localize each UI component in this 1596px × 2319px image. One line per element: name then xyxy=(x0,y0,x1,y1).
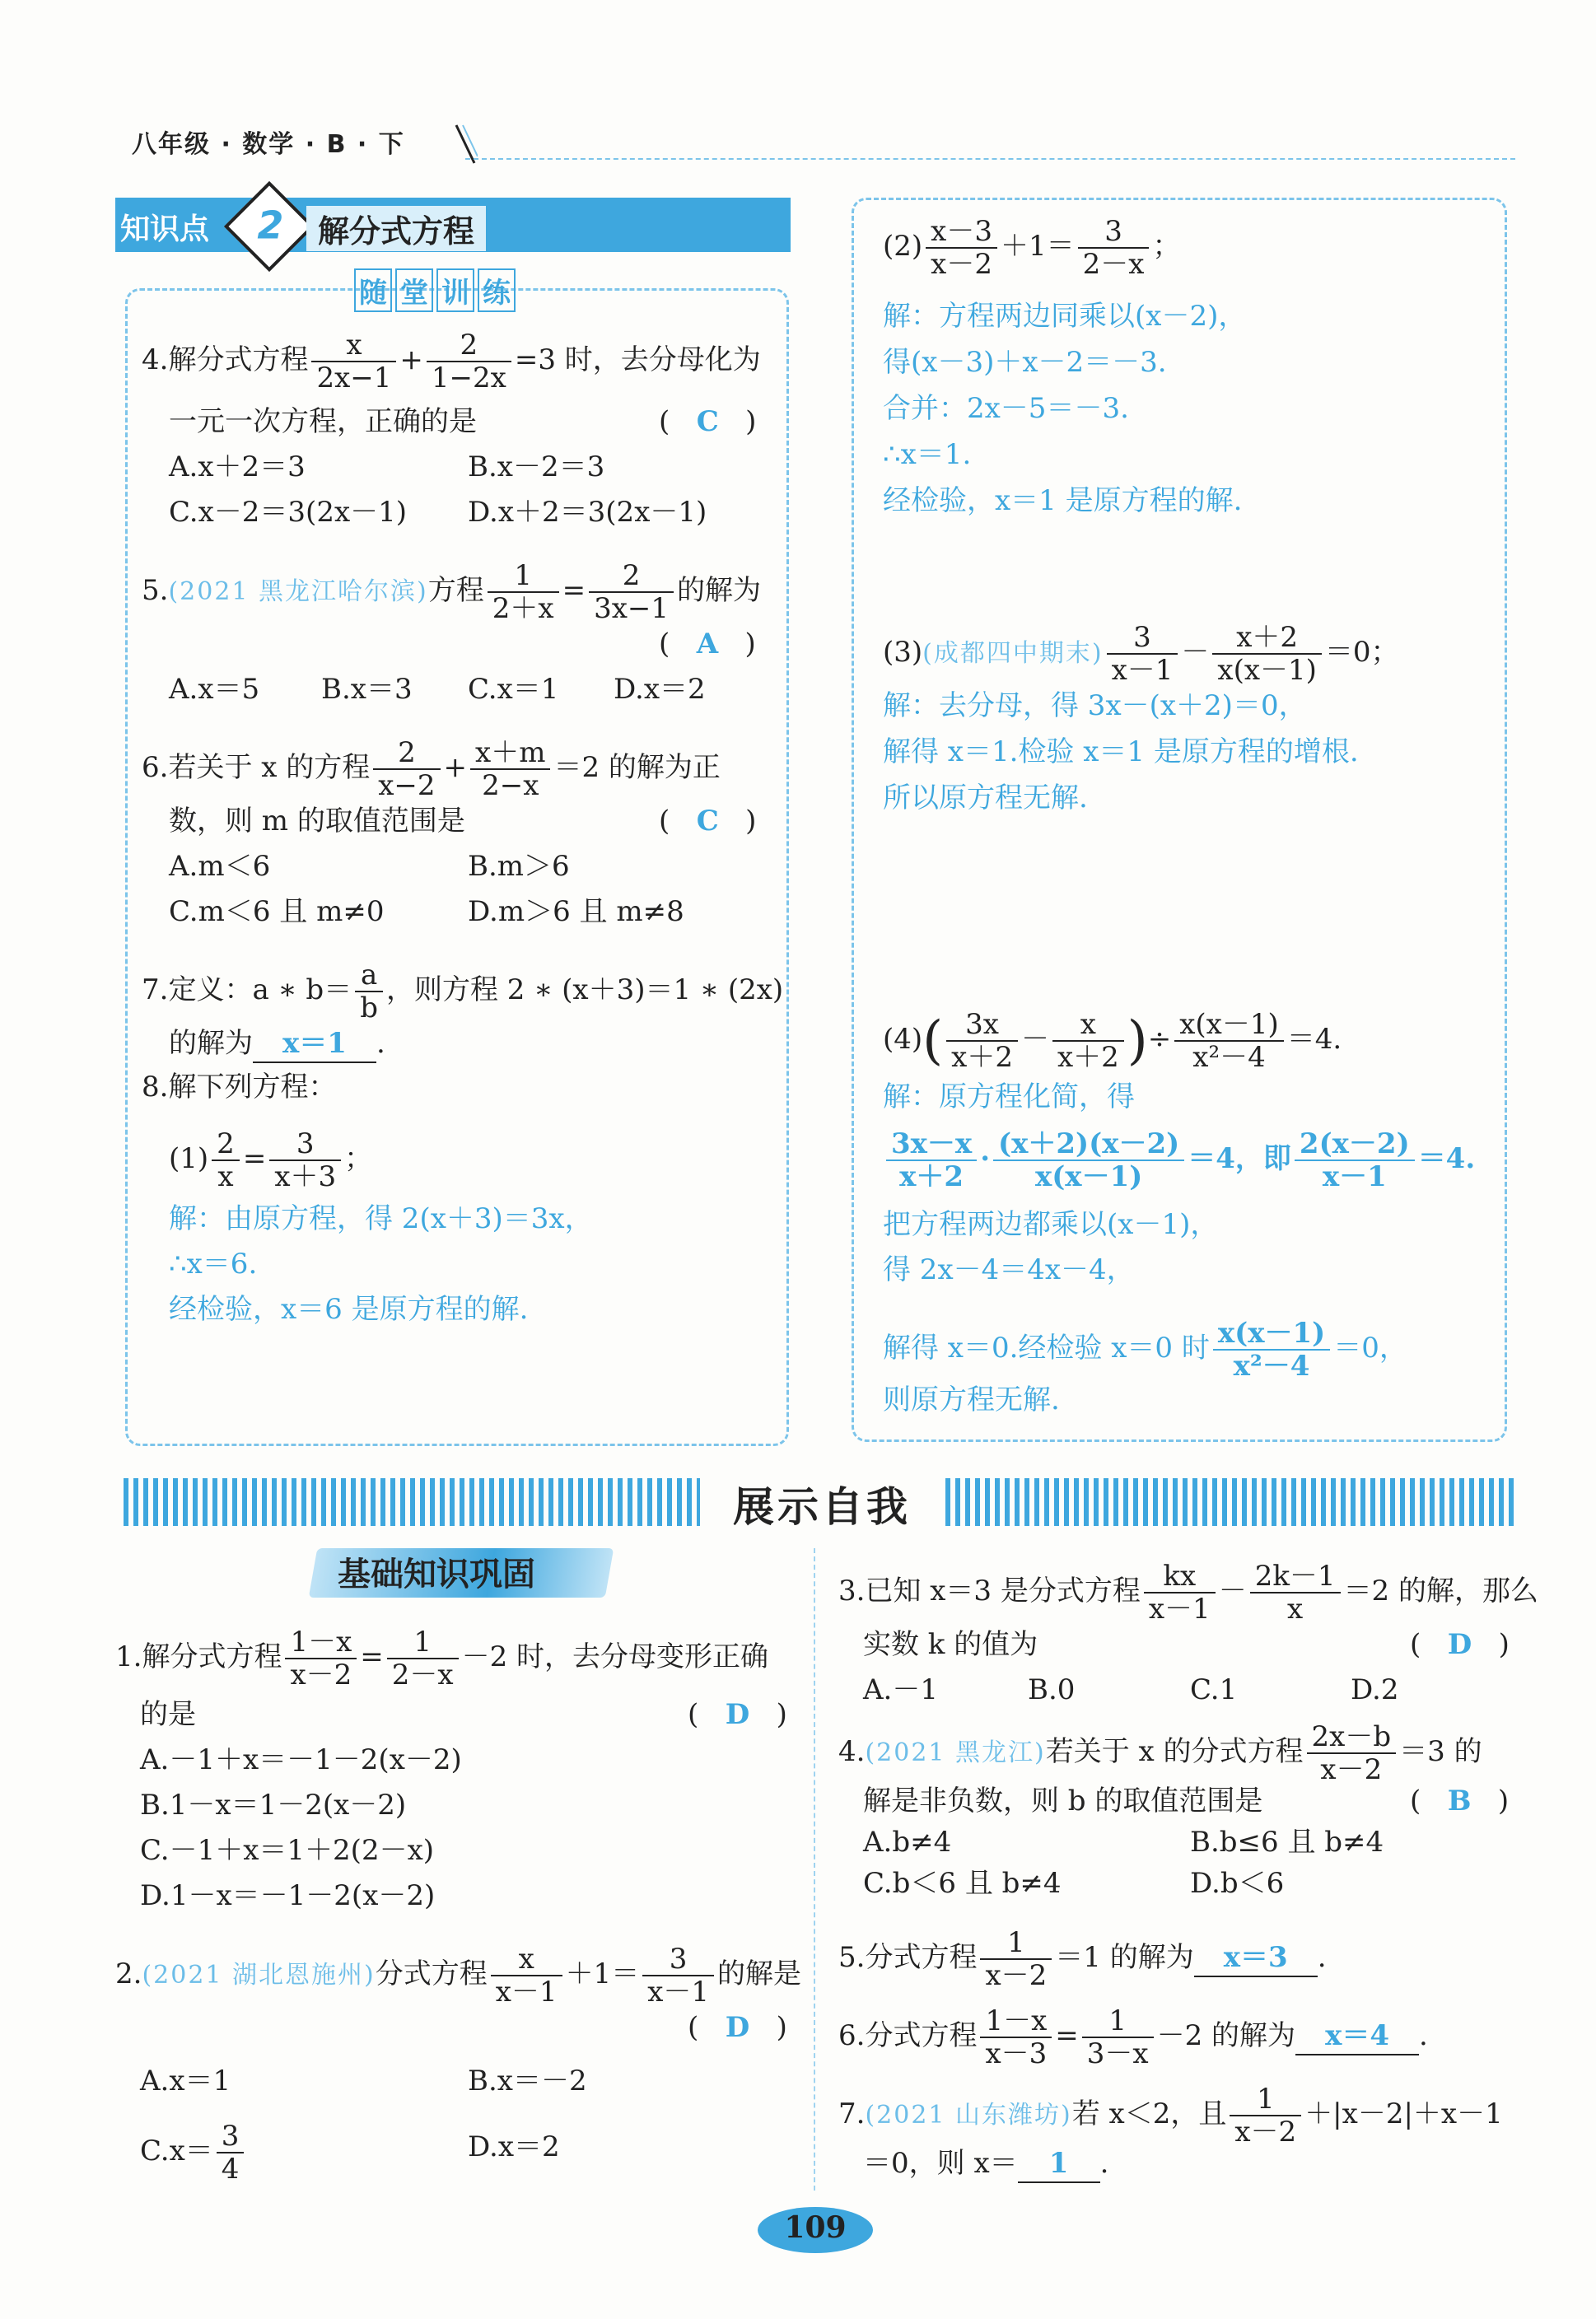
q6-f1-den: x−2 xyxy=(378,769,436,802)
b7-mid: 若 x＜2，且 xyxy=(1071,2097,1227,2130)
b1-f2-den: 2－x xyxy=(391,1659,454,1691)
knowledge-point-number: 2 xyxy=(257,203,284,248)
show-banner-right-stripes xyxy=(945,1478,1515,1526)
q8-p4-f3-num: x(x－1) xyxy=(1174,1009,1284,1042)
q8-p4-sol-fraction-b xyxy=(993,1128,1184,1192)
q4-f1-den: 2x−1 xyxy=(316,362,392,394)
q8-p3-f1-den: x－1 xyxy=(1111,654,1174,687)
b1-option-b: B.1－x＝1－2(x－2) xyxy=(140,1789,407,1822)
q5-fraction-2 xyxy=(589,560,674,624)
q8-p4-solution-line-5 xyxy=(883,1318,1407,1382)
q8-p2-solution-line: ∴x＝1. xyxy=(883,438,972,471)
knowledge-point-number-badge xyxy=(224,181,315,272)
q5-f2-den: 3x−1 xyxy=(594,592,669,625)
q8-p3-minus: － xyxy=(1181,636,1210,669)
q4-fraction-2 xyxy=(427,329,511,394)
q8-p3-end: ＝0； xyxy=(1324,636,1399,669)
b2-f1-num: x xyxy=(491,1943,562,1976)
q7-f-num: a xyxy=(355,959,383,992)
q5-answer: A xyxy=(696,628,719,660)
q8-p4-f3-den: x²－4 xyxy=(1192,1041,1266,1074)
q5-option-a: A.x＝5 xyxy=(169,673,260,706)
column-divider xyxy=(814,1548,815,2191)
q6-fraction-1 xyxy=(373,737,440,801)
q8-p3-solution-line: 解：去分母，得 3x－(x＋2)＝0， xyxy=(883,689,1307,722)
b2-stem xyxy=(115,1943,801,2008)
q8-p1-eq: = xyxy=(242,1142,267,1175)
q8-p2-solution-line: 得(x－3)＋x－2＝－3. xyxy=(883,346,1167,379)
b7-answer-blank xyxy=(1018,2145,1100,2183)
q5-mid: 方程 xyxy=(427,574,484,607)
q8-p3-f2-den: x(x－1) xyxy=(1217,654,1317,687)
b2-source: (2021 湖北恩施州) xyxy=(142,1961,376,1990)
q5-answer-paren: ( A ) xyxy=(659,628,756,660)
b1-fraction-2 xyxy=(387,1626,459,1691)
q8-p4-fraction-1 xyxy=(946,1009,1018,1073)
q5-fraction-1 xyxy=(488,560,559,624)
b3-fraction-2 xyxy=(1250,1561,1341,1625)
b6-fraction-1 xyxy=(980,2005,1052,2069)
b7-f-den: x－2 xyxy=(1234,2116,1297,2149)
b3-f2-num: 2k－1 xyxy=(1250,1561,1341,1593)
b2-option-b: B.x＝－2 xyxy=(468,2065,587,2097)
q8-p3-fraction-1 xyxy=(1107,622,1178,686)
q8-p4-end: ＝4. xyxy=(1286,1023,1342,1056)
q8-p4-f2-den: x＋2 xyxy=(1057,1041,1119,1074)
b4-tail: ＝3 的 xyxy=(1399,1735,1482,1768)
q8-p1-solution-line: 解：由原方程，得 2(x＋3)＝3x， xyxy=(169,1202,593,1235)
q6-line2: 数，则 m 的取值范围是 xyxy=(169,805,465,838)
b3-answer: D xyxy=(1447,1628,1472,1661)
b4-option-b: B.b≤6 且 b≠4 xyxy=(1190,1826,1384,1859)
q8-p2-mid: ＋1＝ xyxy=(1000,230,1075,263)
b2-f2-den: x－1 xyxy=(647,1976,710,2009)
b4-mid: 若关于 x 的分式方程 xyxy=(1045,1735,1304,1768)
b2-mid: 分式方程 xyxy=(375,1957,488,1990)
b6-fraction-2 xyxy=(1082,2005,1154,2069)
q5-f1-den: 2＋x xyxy=(492,592,554,625)
q8-p4-solution-fraction-line xyxy=(883,1128,1475,1192)
q6-option-a: A.m＜6 xyxy=(169,850,271,883)
b1-eq: = xyxy=(360,1640,384,1673)
q8-p4-solution-line: 得 2x－4＝4x－4， xyxy=(883,1253,1135,1286)
b1-answer: D xyxy=(725,1698,750,1731)
b3-option-d: D.2 xyxy=(1351,1673,1399,1706)
q4-f1-num: x xyxy=(311,329,396,362)
b3-option-c: C.1 xyxy=(1190,1673,1238,1706)
q8-part2 xyxy=(883,216,1180,280)
q8-p4-right-paren: ) xyxy=(1127,1010,1148,1071)
q6-answer: C xyxy=(696,805,719,838)
page-header-title: 八年级 · 数学 · B · 下 xyxy=(132,130,405,159)
b5-f-den: x－2 xyxy=(985,1959,1048,1992)
page-number: 109 xyxy=(784,2210,847,2245)
b6-f2-num: 1 xyxy=(1082,2005,1154,2038)
q8-p1-solution-line: 经检验，x＝6 是原方程的解. xyxy=(169,1293,529,1326)
q8-p1-solution-line: ∴x＝6. xyxy=(169,1248,258,1281)
q5-source: (2021 黑龙江哈尔滨) xyxy=(168,577,428,606)
q8-p4-sol-c-den: x－1 xyxy=(1322,1160,1387,1193)
q4-option-c: C.x－2＝3(2x－1) xyxy=(169,496,408,529)
show-banner-left-stripes xyxy=(124,1478,700,1526)
b1-f2-num: 1 xyxy=(387,1626,459,1659)
b6-stem xyxy=(838,2005,1428,2069)
practice-title-char: 随 xyxy=(354,268,392,312)
q6-fraction-2 xyxy=(470,737,550,801)
b5-answer-blank xyxy=(1194,1939,1318,1977)
q4-answer: C xyxy=(696,405,719,438)
b4-stem xyxy=(838,1721,1482,1785)
q4-lead: 4.解分式方程 xyxy=(142,343,309,376)
b2-num: 2. xyxy=(115,1957,142,1990)
knowledge-point-title: 解分式方程 xyxy=(306,206,486,251)
q8-p4-fraction-2 xyxy=(1052,1009,1124,1073)
q8-p4-sol-end: ＝4. xyxy=(1417,1142,1476,1175)
q7-line2 xyxy=(169,1025,385,1063)
q4-tail: =3 时，去分母化为 xyxy=(514,343,761,376)
b6-answer: x＝4 xyxy=(1325,2019,1389,2052)
q8-p2-f2-num: 3 xyxy=(1078,216,1150,249)
q8-p2-f2-den: 2－x xyxy=(1082,248,1145,281)
b1-option-d: D.1－x＝－1－2(x－2) xyxy=(140,1879,436,1912)
b2-option-a: A.x＝1 xyxy=(140,2065,231,2097)
b3-f1-num: kx xyxy=(1144,1561,1216,1593)
b4-option-c: C.b＜6 且 b≠4 xyxy=(863,1867,1062,1900)
b5-f-num: 1 xyxy=(980,1927,1052,1960)
b2-option-c-lead: C.x＝ xyxy=(140,2135,213,2167)
q8-p4-sol-l5a: 解得 x＝0.经检验 x＝0 时 xyxy=(883,1332,1210,1365)
q8-p4-sol-mid: ＝4，即 xyxy=(1188,1142,1291,1175)
b3-answer-paren: ( D ) xyxy=(1410,1628,1510,1661)
q8-p3-solution-line: 所以原方程无解. xyxy=(883,782,1088,814)
b4-option-a: A.b≠4 xyxy=(863,1826,952,1859)
q7-f-den: b xyxy=(360,992,378,1024)
b1-line2: 的是 xyxy=(140,1698,196,1731)
q6-option-b: B.m＞6 xyxy=(468,850,570,883)
b6-end: . xyxy=(1419,2019,1428,2052)
q4-stem xyxy=(142,329,761,394)
b4-num: 4. xyxy=(838,1735,866,1768)
b3-line2: 实数 k 的值为 xyxy=(863,1628,1038,1661)
b6-lead: 6.分式方程 xyxy=(838,2019,978,2052)
show-section-title: 展示自我 xyxy=(733,1483,911,1531)
q4-f2-num: 2 xyxy=(427,329,511,362)
q7-tail: ，则方程 2 ∗ (x＋3)＝1 ∗ (2x) xyxy=(385,973,784,1006)
b5-fraction xyxy=(980,1927,1052,1991)
practice-title-char: 堂 xyxy=(395,268,433,312)
b1-stem xyxy=(115,1626,768,1691)
q4-answer-paren: ( C ) xyxy=(659,405,757,438)
q4-line2: 一元一次方程，正确的是 xyxy=(169,405,477,438)
b2-f2-num: 3 xyxy=(642,1943,714,1976)
q8-p3-source: (成都四中期末) xyxy=(922,639,1104,668)
b4-f-den: x－2 xyxy=(1320,1753,1383,1786)
q8-p4-left-paren: ( xyxy=(922,1010,944,1071)
q8-p2-fraction-1 xyxy=(926,216,997,280)
q8-p4-sol-fraction-a xyxy=(886,1128,977,1192)
b6-f1-den: x－3 xyxy=(985,2037,1048,2070)
q8-p4-sol-fraction-c xyxy=(1295,1128,1415,1192)
b2-answer: D xyxy=(725,2011,750,2044)
q8-p4-f2-num: x xyxy=(1052,1009,1124,1042)
q8-p4-sol-l5-den: x²－4 xyxy=(1233,1350,1310,1383)
q8-p4-div: ÷ xyxy=(1147,1023,1172,1056)
b6-f2-den: 3－x xyxy=(1086,2037,1149,2070)
b1-lead: 1.解分式方程 xyxy=(115,1640,282,1673)
b3-fraction-1 xyxy=(1144,1561,1216,1625)
b6-f1-num: 1－x xyxy=(980,2005,1052,2038)
q6-option-c: C.m＜6 且 m≠0 xyxy=(169,895,385,928)
q8-p2-f1-num: x－3 xyxy=(926,216,997,249)
b4-answer-paren: ( B ) xyxy=(1410,1785,1510,1817)
q8-p2-lead: (2) xyxy=(883,230,923,263)
q5-stem xyxy=(142,560,761,624)
b3-option-b: B.0 xyxy=(1028,1673,1076,1706)
practice-title-char: 训 xyxy=(436,268,474,312)
q8-p4-lead: (4) xyxy=(883,1023,923,1056)
q8-p1-f1-den: x xyxy=(217,1160,234,1193)
q8-p4-sol-fraction-l5 xyxy=(1213,1318,1330,1382)
q8-p4-minus: － xyxy=(1020,1023,1049,1056)
header-rule xyxy=(465,158,1515,160)
q6-option-d: D.m＞6 且 m≠8 xyxy=(468,895,684,928)
b1-tail: －2 时，去分母变形正确 xyxy=(461,1640,769,1673)
q7-fraction xyxy=(355,959,383,1024)
q8-p4-sol-b-num: (x＋2)(x－2) xyxy=(993,1128,1184,1161)
b7-source: (2021 山东潍坊) xyxy=(865,2101,1072,2130)
q8-part1 xyxy=(169,1128,372,1192)
q5-option-c: C.x＝1 xyxy=(468,673,559,706)
q8-p4-f1-den: x＋2 xyxy=(951,1041,1013,1074)
q6-answer-paren: ( C ) xyxy=(659,805,757,838)
b5-lead: 5.分式方程 xyxy=(838,1941,978,1974)
b2-option-c xyxy=(140,2121,247,2185)
q8-p1-fraction-2 xyxy=(269,1128,341,1192)
q8-p4-sol-b-den: x(x－1) xyxy=(1034,1160,1143,1193)
q5-f1-num: 1 xyxy=(488,560,559,593)
q5-f2-num: 2 xyxy=(589,560,674,593)
b7-tail: ＋|x－2|＋x－1 xyxy=(1304,2097,1503,2130)
knowledge-point-banner xyxy=(115,198,791,252)
q5-num: 5. xyxy=(142,574,169,607)
b3-option-a: A.－1 xyxy=(863,1673,938,1706)
q8-lead: 8.解下列方程： xyxy=(142,1071,337,1104)
b2-c-num: 3 xyxy=(217,2121,245,2153)
q7-lead: 7.定义：a ∗ b＝ xyxy=(142,973,352,1006)
b2-option-c-fraction xyxy=(217,2121,245,2185)
q8-p1-end: ； xyxy=(344,1142,373,1175)
knowledge-point-label: 知识点 xyxy=(120,212,210,246)
b1-option-a: A.－1＋x＝－1－2(x－2) xyxy=(140,1743,462,1776)
b2-f1-den: x－1 xyxy=(495,1976,558,2009)
b3-minus: － xyxy=(1218,1575,1247,1607)
b4-answer: B xyxy=(1447,1785,1472,1817)
b7-line2 xyxy=(863,2145,1108,2183)
b6-eq: = xyxy=(1055,2019,1079,2052)
q8-p1-f2-den: x＋3 xyxy=(274,1160,337,1193)
b3-f1-den: x－1 xyxy=(1148,1593,1211,1626)
q8-p4-fraction-3 xyxy=(1174,1009,1284,1073)
q4-option-b: B.x－2＝3 xyxy=(468,450,605,483)
b7-answer: 1 xyxy=(1048,2147,1069,2180)
q8-p4-sol-a-num: 3x－x xyxy=(886,1128,977,1161)
b1-answer-paren: ( D ) xyxy=(688,1698,787,1731)
q8-p3-lead: (3) xyxy=(883,636,923,669)
q7-stem xyxy=(142,959,783,1024)
b7-fraction xyxy=(1230,2083,1301,2148)
q6-stem xyxy=(142,737,721,801)
b4-f-num: 2x－b xyxy=(1307,1721,1397,1754)
q7-line2-text: 的解为 xyxy=(169,1027,253,1060)
basic-section-title: 基础知识巩固 xyxy=(338,1556,535,1593)
q8-p2-f1-den: x－2 xyxy=(931,248,992,281)
q4-plus: + xyxy=(399,343,423,376)
q8-p4-sol-a-den: x＋2 xyxy=(899,1160,964,1193)
q8-p1-fraction-1 xyxy=(212,1128,240,1192)
q8-p4-sol-l5b: ＝0， xyxy=(1333,1332,1407,1365)
q5-option-d: D.x＝2 xyxy=(614,673,706,706)
q5-eq: = xyxy=(562,574,586,607)
q8-p2-fraction-2 xyxy=(1078,216,1150,280)
b1-option-c: C.－1＋x＝1＋2(2－x) xyxy=(140,1834,435,1867)
b7-num: 7. xyxy=(838,2097,866,2130)
q8-part3 xyxy=(883,622,1399,686)
b5-tail: ＝1 的解为 xyxy=(1055,1941,1194,1974)
b7-stem xyxy=(838,2083,1503,2148)
b2-plus: ＋1＝ xyxy=(565,1957,640,1990)
q5-tail: 的解为 xyxy=(677,574,761,607)
b2-answer-paren: ( D ) xyxy=(688,2011,787,2044)
q8-part4 xyxy=(883,1009,1342,1073)
b3-stem xyxy=(838,1561,1538,1625)
q8-p3-fraction-2 xyxy=(1212,622,1322,686)
q6-f1-num: 2 xyxy=(373,737,440,770)
q4-option-a: A.x＋2＝3 xyxy=(169,450,306,483)
b1-f1-num: 1－x xyxy=(285,1626,357,1659)
b3-tail: ＝2 的解，那么 xyxy=(1343,1575,1539,1607)
q8-p4-sol-l5-num: x(x－1) xyxy=(1213,1318,1330,1351)
b5-end: . xyxy=(1317,1941,1327,1974)
q8-p1-f1-num: 2 xyxy=(212,1128,240,1161)
q8-p2-solution-line: 经检验，x＝1 是原方程的解. xyxy=(883,484,1243,517)
q8-p1-f2-num: 3 xyxy=(269,1128,341,1161)
b1-f1-den: x－2 xyxy=(290,1659,352,1691)
b3-lead: 3.已知 x＝3 是分式方程 xyxy=(838,1575,1141,1607)
b2-fraction-1 xyxy=(491,1943,562,2008)
b3-f2-den: x xyxy=(1287,1593,1304,1626)
b1-fraction-1 xyxy=(285,1626,357,1691)
q6-plus: + xyxy=(443,751,468,784)
q6-tail: ＝2 的解为正 xyxy=(553,751,721,784)
b2-tail: 的解是 xyxy=(717,1957,802,1990)
b2-option-d: D.x＝2 xyxy=(468,2130,560,2163)
q8-p4-f1-num: 3x xyxy=(946,1009,1018,1042)
b7-line2-text: ＝0，则 x＝ xyxy=(863,2147,1018,2180)
q6-f2-num: x＋m xyxy=(470,737,550,770)
q8-p4-solution-line: 把方程两边都乘以(x－1)， xyxy=(883,1208,1219,1241)
b7-f-num: 1 xyxy=(1230,2083,1301,2116)
practice-title-char: 练 xyxy=(478,268,516,312)
q7-answer: x＝1 xyxy=(282,1027,347,1060)
q5-option-b: B.x＝3 xyxy=(321,673,413,706)
b2-fraction-2 xyxy=(642,1943,714,2008)
q8-p2-end: ； xyxy=(1152,230,1181,263)
q7-answer-blank xyxy=(253,1025,376,1063)
b5-answer: x＝3 xyxy=(1223,1941,1288,1974)
q8-p3-f1-num: 3 xyxy=(1107,622,1178,655)
q4-option-d: D.x＋2＝3(2x－1) xyxy=(468,496,707,529)
b4-option-d: D.b＜6 xyxy=(1190,1867,1285,1900)
b4-line2: 解是非负数，则 b 的取值范围是 xyxy=(863,1785,1263,1817)
q4-fraction-1 xyxy=(311,329,396,394)
q6-f2-den: 2−x xyxy=(482,769,539,802)
q8-p2-solution-line: 合并：2x－5＝－3. xyxy=(883,392,1129,425)
q4-f2-den: 1−2x xyxy=(431,362,506,394)
q8-p4-sol-dot: · xyxy=(980,1142,991,1175)
q8-p4-solution-line: 解：原方程化简，得 xyxy=(883,1080,1135,1113)
b4-source: (2021 黑龙江) xyxy=(865,1738,1046,1767)
practice-title xyxy=(352,268,517,312)
q8-p3-f2-num: x＋2 xyxy=(1212,622,1322,655)
b2-c-den: 4 xyxy=(221,2153,240,2186)
q6-lead: 6.若关于 x 的方程 xyxy=(142,751,371,784)
b6-answer-blank xyxy=(1295,2018,1419,2055)
q8-p1-lead: (1) xyxy=(169,1142,209,1175)
q8-p4-sol-c-num: 2(x－2) xyxy=(1295,1128,1415,1161)
b5-stem xyxy=(838,1927,1327,1991)
b6-tail: －2 的解为 xyxy=(1156,2019,1296,2052)
b7-end: . xyxy=(1099,2147,1109,2180)
b4-fraction xyxy=(1307,1721,1397,1785)
q8-p4-solution-line: 则原方程无解. xyxy=(883,1383,1060,1416)
q7-end: . xyxy=(376,1027,385,1060)
q8-p3-solution-line: 解得 x＝1.检验 x＝1 是原方程的增根. xyxy=(883,735,1359,768)
q8-p2-solution-line: 解：方程两边同乘以(x－2)， xyxy=(883,300,1247,333)
